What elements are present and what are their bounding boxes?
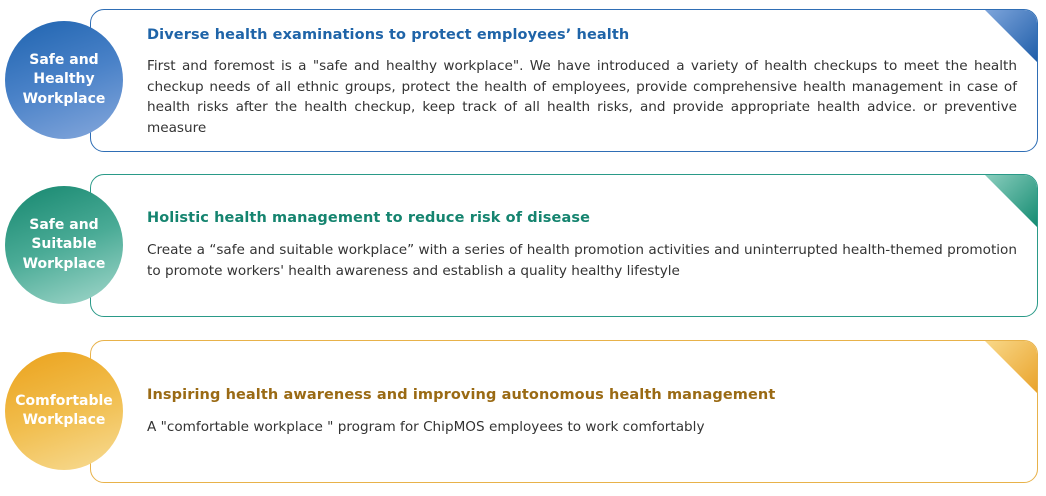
corner-fold-decoration [984, 9, 1038, 63]
badge-line: Safe and [29, 216, 99, 233]
badge-safe-suitable-workplace [5, 186, 123, 304]
badge-comfortable-workplace [5, 352, 123, 470]
corner-fold-decoration [984, 174, 1038, 228]
corner-fold-decoration [984, 340, 1038, 394]
badge-safe-healthy-workplace [5, 21, 123, 139]
section-card-comfortable [90, 340, 1038, 483]
section-description: Create a “safe and suitable workplace” with a series of health promotion activities and uninterrupted health-themed promotion to promote workers' health awareness and establish a quality healthy lifestyle [147, 242, 1017, 279]
section-card-safe-healthy [90, 9, 1038, 152]
section-card-safe-suitable [90, 174, 1038, 317]
badge-line: Safe and [29, 51, 99, 68]
badge-line: Comfortable [15, 392, 113, 409]
section-title: Diverse health examinations to protect employees’ health [147, 27, 630, 43]
section-title: Inspiring health awareness and improving autonomous health management [147, 387, 776, 403]
badge-line: Workplace [22, 255, 106, 272]
section-description: A "comfortable workplace " program for ChipMOS employees to work comfortably [147, 419, 705, 435]
section-title: Holistic health management to reduce risk of disease [147, 210, 591, 226]
section-description: First and foremost is a "safe and healthy workplace". We have introduced a variety of health checkups to meet the health checkup needs of all ethnic groups, protect the health of employees, provide comprehensive health management in case of health risks after the health checkup, keep track of all health risks, and provide appropriate health advice. or preventive measure [147, 58, 1017, 136]
badge-line: Healthy [33, 71, 95, 88]
badge-line: Workplace [22, 90, 106, 107]
badge-line: Suitable [31, 236, 97, 253]
badge-line: Workplace [22, 412, 106, 428]
